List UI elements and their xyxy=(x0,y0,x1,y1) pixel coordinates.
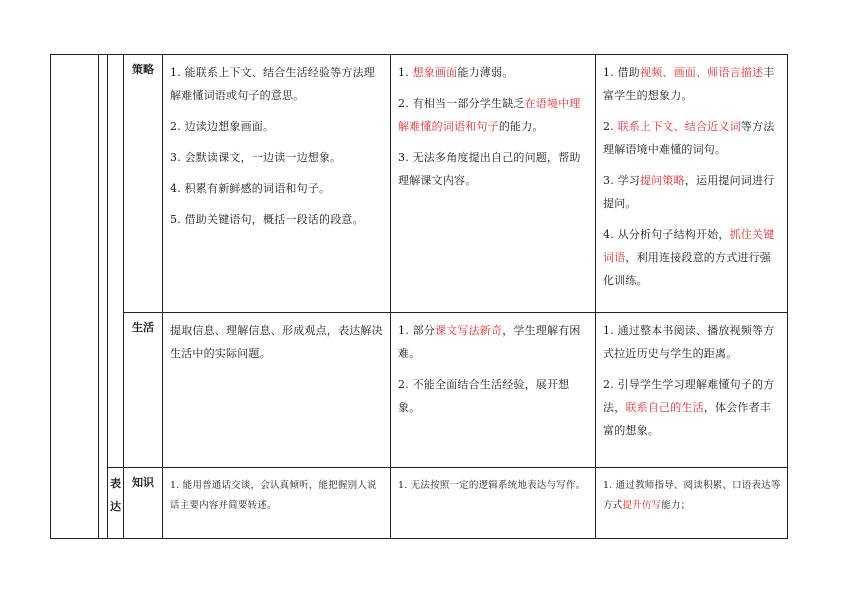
analysis-table xyxy=(50,54,788,539)
plain-text: 能力薄弱。 xyxy=(457,66,514,79)
measure-cell-strategy xyxy=(596,55,788,313)
group-label-expression xyxy=(108,468,124,539)
emphasis-text: 联系自己的生活 xyxy=(625,401,704,414)
list-item: 3. 会默读课文，一边读一边想象。 xyxy=(170,151,342,164)
emphasis-text: 课文写法新奇 xyxy=(435,324,503,337)
plain-text: 3. 无法多角度提出自己的问题，帮助理解课文内容。 xyxy=(398,151,581,187)
plain-text: 1. 借助 xyxy=(603,66,640,79)
list-item xyxy=(398,476,589,496)
plain-text: 1. 通过整本书阅读、播放视频等方式拉近历史与学生的距离。 xyxy=(603,324,775,360)
goals-cell-life xyxy=(163,313,391,468)
plain-text: 1. xyxy=(398,66,413,79)
list-item xyxy=(603,169,781,215)
measure-cell-knowledge xyxy=(596,468,788,539)
plain-text: ，学生理解有困难。 xyxy=(398,324,581,360)
list-item xyxy=(603,373,781,442)
plain-text: 2. 引导学生学习理解难懂句子的方法， xyxy=(603,378,775,414)
plain-text: 3. 学习 xyxy=(603,174,640,187)
plain-text: 丰富学生的想象力。 xyxy=(603,66,775,102)
plain-text: 2. 有相当一部分学生缺乏 xyxy=(398,97,525,110)
row-label-strategy: 策略 xyxy=(124,55,163,313)
goals-cell-knowledge xyxy=(163,468,391,539)
list-item xyxy=(398,146,589,192)
difficulty-cell-strategy xyxy=(391,55,596,313)
row-label-life: 生活 xyxy=(124,313,163,468)
list-item: 4. 积累有新鲜感的词语和句子。 xyxy=(170,182,331,195)
list-item: 1. 能用普通话交谈，会认真倾听，能把握别人说话主要内容并简要转述。 xyxy=(170,480,377,511)
list-item xyxy=(398,61,589,84)
row-label-knowledge: 知识 xyxy=(124,468,163,539)
table-row-life xyxy=(51,313,788,468)
difficulty-cell-knowledge xyxy=(391,468,596,539)
outer-spacer-cell xyxy=(99,55,108,539)
plain-text: ，利用连接段意的方式进行强化训练。 xyxy=(603,251,772,287)
list-item xyxy=(603,115,781,161)
plain-text: 4. 从分析句子结构开始， xyxy=(603,228,730,241)
list-item: 1. 能联系上下文、结合生活经验等方法理解难懂词语或句子的意思。 xyxy=(170,66,375,102)
plain-text: 等方法理解语境中难懂的词句。 xyxy=(603,120,775,156)
difficulty-cell-life xyxy=(391,313,596,468)
table-row-strategy xyxy=(51,55,788,313)
measure-cell-life xyxy=(596,313,788,468)
list-item xyxy=(603,476,781,516)
group-label-expression-text: 表达 xyxy=(110,477,121,513)
emphasis-text: 联系上下文、结合近义词 xyxy=(617,120,741,133)
list-item xyxy=(398,373,589,419)
goals-cell-strategy xyxy=(163,55,391,313)
list-item xyxy=(603,223,781,292)
list-item: 提取信息、理解信息、形成观点，表达解决生活中的实际问题。 xyxy=(170,324,383,360)
plain-text: 1. 无法按照一定的逻辑系统地表达与写作。 xyxy=(398,480,586,491)
emphasis-text: 在语境中理解难懂的词语和句子 xyxy=(398,97,581,133)
list-item: 2. 边读边想象画面。 xyxy=(170,120,275,133)
list-item xyxy=(603,61,781,107)
plain-text: ，运用提问词进行提问。 xyxy=(603,174,775,210)
plain-text: 的能力。 xyxy=(498,120,544,133)
group-cell-reading xyxy=(108,55,124,468)
emphasis-text: 抓住关键词语 xyxy=(603,228,775,264)
list-item: 5. 借助关键语句，概括一段话的段意。 xyxy=(170,213,364,226)
plain-text: ，体会作者丰富的想象。 xyxy=(603,401,772,437)
list-item xyxy=(398,319,589,365)
outer-margin-cell xyxy=(51,55,99,539)
emphasis-text: 提升仿写 xyxy=(622,500,662,511)
plain-text: 能力； xyxy=(661,500,691,511)
emphasis-text: 想象画面 xyxy=(412,66,458,79)
plain-text: 1. 通过教师指导、阅读积累、口语表达等方式 xyxy=(603,480,781,511)
list-item xyxy=(398,92,589,138)
table-row-knowledge xyxy=(51,468,788,539)
list-item xyxy=(603,319,781,365)
emphasis-text: 提问策略 xyxy=(640,174,685,187)
plain-text: 1. 部分 xyxy=(398,324,435,337)
plain-text: 2. 不能全面结合生活经验，展开想象。 xyxy=(398,378,570,414)
emphasis-text: 视频、画面、师语言描述 xyxy=(640,66,764,79)
plain-text: 2. xyxy=(603,120,618,133)
